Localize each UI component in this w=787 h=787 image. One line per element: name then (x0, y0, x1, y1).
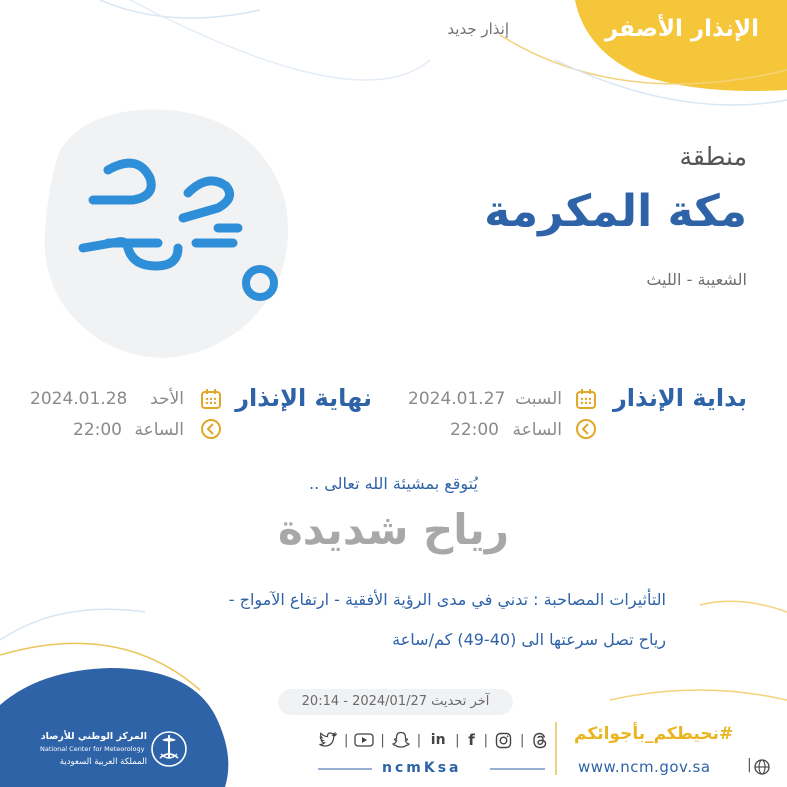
start-time-label: الساعة (512, 420, 562, 440)
separator: | (380, 732, 385, 748)
calendar-icon (200, 388, 222, 414)
forecast-intro: يُتوقع بمشيئة الله تعالى .. (309, 474, 478, 493)
phenomenon-title: رياح شديدة (278, 505, 509, 554)
separator: | (519, 732, 525, 748)
globe-icon (754, 759, 770, 779)
ncm-emblem-icon (150, 728, 188, 774)
instagram-icon[interactable] (494, 731, 514, 749)
separator: | (455, 732, 460, 748)
wind-speed-text: رياح تصل سرعتها الى (40-49) كم/ساعة (392, 630, 666, 649)
separator: | (344, 732, 349, 748)
twitter-icon[interactable] (318, 731, 338, 749)
effects-text: التأثيرات المصاحبة : تدني في مدى الرؤية الأفقية - ارتفاع الآمواج - (228, 590, 666, 609)
website-link[interactable]: www.ncm.gov.sa (578, 758, 711, 776)
separator: | (416, 732, 422, 748)
region-name: مكة المكرمة (484, 186, 747, 237)
threads-icon[interactable] (530, 731, 550, 749)
start-time: 22:00 (450, 420, 499, 440)
start-day: السبت (515, 389, 562, 409)
clock-chevron-icon (200, 418, 222, 444)
start-date: 2024.01.27 (408, 389, 506, 409)
end-time: 22:00 (73, 420, 122, 440)
facebook-icon[interactable]: f (468, 731, 475, 749)
hashtag-link[interactable]: #نحيطكم_بأجوائكم (574, 724, 734, 744)
wind-icon (78, 148, 288, 308)
linkedin-icon[interactable]: in (430, 732, 446, 748)
end-title: نهاية الإنذار (235, 384, 372, 412)
start-title: بداية الإنذار (612, 384, 747, 412)
country-name-ar: المملكة العربية السعودية (59, 757, 147, 767)
clock-chevron-icon (575, 418, 597, 444)
affected-areas: الشعيبة - الليث (646, 270, 747, 289)
org-name-ar: المركز الوطني للأرصاد (40, 731, 147, 742)
snapchat-icon[interactable] (391, 731, 411, 749)
separator: | (747, 757, 752, 773)
org-name-en: National Center for Meteorology (40, 745, 145, 753)
social-handle[interactable]: ncmKsa (382, 760, 462, 776)
separator: | (483, 732, 488, 748)
calendar-icon (575, 388, 597, 414)
region-label: منطقة (679, 142, 747, 171)
new-alert-label: إنذار جديد (447, 20, 509, 38)
alert-level-label: الإنذار الأصفر (604, 16, 759, 42)
end-time-label: الساعة (134, 420, 184, 440)
last-update-badge: آخر تحديث 2024/01/27 - 20:14 (278, 689, 513, 715)
youtube-icon[interactable] (354, 731, 374, 749)
social-icons-row (318, 731, 550, 749)
end-day: الأحد (150, 389, 184, 409)
end-date: 2024.01.28 (30, 389, 128, 409)
